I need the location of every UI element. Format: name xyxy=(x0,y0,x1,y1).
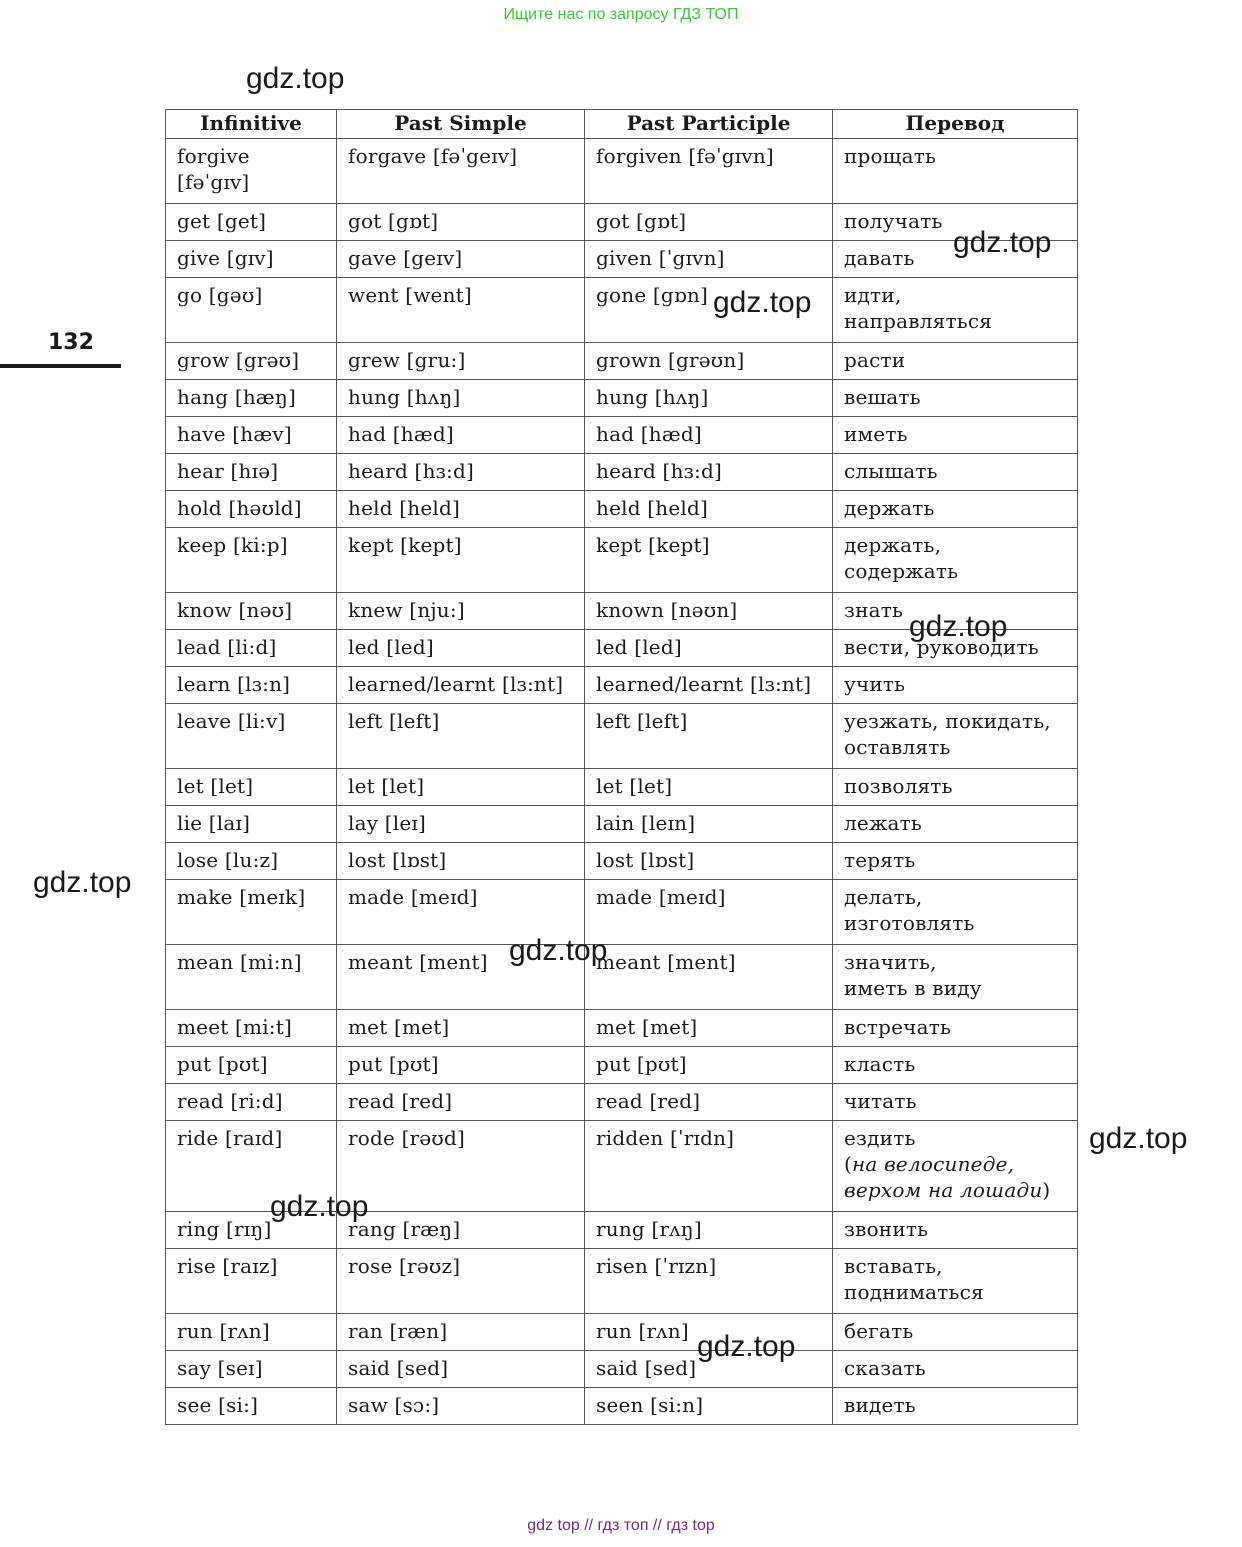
cell-past-simple: meant [ment] xyxy=(337,945,585,1010)
cell-translation: идти, направляться xyxy=(833,278,1078,343)
cell-infinitive: lead [li:d] xyxy=(166,630,337,667)
cell-past-simple: held [held] xyxy=(337,491,585,528)
cell-past-participle: had [hæd] xyxy=(585,417,833,454)
cell-infinitive: learn [lɜ:n] xyxy=(166,667,337,704)
cell-past-participle: led [led] xyxy=(585,630,833,667)
header-past-participle: Past Participle xyxy=(585,110,833,139)
cell-past-simple: went [went] xyxy=(337,278,585,343)
page-number: 132 xyxy=(48,330,94,355)
table-row xyxy=(166,417,1078,454)
cell-past-simple: met [met] xyxy=(337,1010,585,1047)
table-row xyxy=(166,491,1078,528)
cell-infinitive: have [hæv] xyxy=(166,417,337,454)
cell-past-participle: given [ˈgɪvn] xyxy=(585,241,833,278)
cell-past-simple: knew [nju:] xyxy=(337,593,585,630)
table-row xyxy=(166,880,1078,945)
header-infinitive: Infinitive xyxy=(166,110,337,139)
cell-infinitive: rise [raɪz] xyxy=(166,1249,337,1314)
cell-infinitive: lose [lu:z] xyxy=(166,843,337,880)
table-row xyxy=(166,1249,1078,1314)
cell-translation: уезжать, покидать, оставлять xyxy=(833,704,1078,769)
cell-past-simple: had [hæd] xyxy=(337,417,585,454)
cell-past-simple: kept [kept] xyxy=(337,528,585,593)
table-row xyxy=(166,704,1078,769)
cell-past-participle: let [let] xyxy=(585,769,833,806)
cell-translation: вести, руководить xyxy=(833,630,1078,667)
cell-infinitive: give [gɪv] xyxy=(166,241,337,278)
cell-past-participle: ridden [ˈrɪdn] xyxy=(585,1121,833,1212)
cell-infinitive: lie [laɪ] xyxy=(166,806,337,843)
cell-past-simple: led [led] xyxy=(337,630,585,667)
cell-past-participle: hung [hʌŋ] xyxy=(585,380,833,417)
table-row xyxy=(166,139,1078,204)
cell-translation: слышать xyxy=(833,454,1078,491)
watermark: gdz.top xyxy=(246,62,345,95)
cell-infinitive: let [let] xyxy=(166,769,337,806)
table-row xyxy=(166,343,1078,380)
cell-infinitive: get [get] xyxy=(166,204,337,241)
cell-past-participle: read [red] xyxy=(585,1084,833,1121)
cell-past-simple: got [gɒt] xyxy=(337,204,585,241)
cell-past-simple: rode [rəʊd] xyxy=(337,1121,585,1212)
cell-past-participle: forgiven [fəˈgɪvn] xyxy=(585,139,833,204)
table-row xyxy=(166,1388,1078,1425)
cell-infinitive: meet [mi:t] xyxy=(166,1010,337,1047)
cell-translation: прощать xyxy=(833,139,1078,204)
cell-past-participle: held [held] xyxy=(585,491,833,528)
cell-past-simple: heard [hɜ:d] xyxy=(337,454,585,491)
irregular-verbs-table-container xyxy=(165,109,1077,1425)
cell-past-simple: lay [leɪ] xyxy=(337,806,585,843)
cell-past-simple: grew [gru:] xyxy=(337,343,585,380)
watermark: gdz.top xyxy=(909,610,1008,643)
table-row xyxy=(166,769,1078,806)
cell-infinitive: leave [li:v] xyxy=(166,704,337,769)
cell-past-simple: ran [ræn] xyxy=(337,1314,585,1351)
cell-translation: вешать xyxy=(833,380,1078,417)
cell-past-participle: put [pʊt] xyxy=(585,1047,833,1084)
table-row xyxy=(166,241,1078,278)
table-row xyxy=(166,454,1078,491)
cell-past-participle: meant [ment] xyxy=(585,945,833,1010)
cell-infinitive: say [seɪ] xyxy=(166,1351,337,1388)
watermark: gdz.top xyxy=(270,1190,369,1223)
cell-translation: сказать xyxy=(833,1351,1078,1388)
table-row xyxy=(166,1010,1078,1047)
cell-translation: терять xyxy=(833,843,1078,880)
cell-past-participle: grown [grəʊn] xyxy=(585,343,833,380)
table-row xyxy=(166,380,1078,417)
cell-translation: получать xyxy=(833,204,1078,241)
cell-past-participle: lain [leɪn] xyxy=(585,806,833,843)
cell-translation: учить xyxy=(833,667,1078,704)
cell-past-simple: made [meɪd] xyxy=(337,880,585,945)
cell-past-simple: put [pʊt] xyxy=(337,1047,585,1084)
cell-past-simple: let [let] xyxy=(337,769,585,806)
cell-translation: знать xyxy=(833,593,1078,630)
table-row xyxy=(166,1047,1078,1084)
table-row xyxy=(166,1084,1078,1121)
cell-translation: держать, содержать xyxy=(833,528,1078,593)
cell-past-simple: saw [sɔ:] xyxy=(337,1388,585,1425)
cell-past-simple: said [sed] xyxy=(337,1351,585,1388)
cell-infinitive: grow [grəʊ] xyxy=(166,343,337,380)
cell-past-simple: hung [hʌŋ] xyxy=(337,380,585,417)
irregular-verbs-table xyxy=(165,109,1078,1425)
cell-past-participle: seen [si:n] xyxy=(585,1388,833,1425)
cell-translation: читать xyxy=(833,1084,1078,1121)
table-row xyxy=(166,945,1078,1010)
cell-translation: лежать xyxy=(833,806,1078,843)
watermark: gdz.top xyxy=(509,934,608,967)
cell-past-participle: left [left] xyxy=(585,704,833,769)
cell-infinitive: ride [raɪd] xyxy=(166,1121,337,1212)
cell-infinitive: keep [ki:p] xyxy=(166,528,337,593)
table-row xyxy=(166,204,1078,241)
watermark: gdz.top xyxy=(953,226,1052,259)
cell-past-participle: got [gɒt] xyxy=(585,204,833,241)
cell-past-participle: said [sed] xyxy=(585,1351,833,1388)
table-header-row xyxy=(166,110,1078,139)
cell-translation: иметь xyxy=(833,417,1078,454)
cell-translation: вставать, подниматься xyxy=(833,1249,1078,1314)
cell-infinitive: read [ri:d] xyxy=(166,1084,337,1121)
cell-infinitive: mean [mi:n] xyxy=(166,945,337,1010)
cell-past-simple: read [red] xyxy=(337,1084,585,1121)
cell-infinitive: hang [hæŋ] xyxy=(166,380,337,417)
cell-infinitive: go [gəʊ] xyxy=(166,278,337,343)
cell-past-participle: heard [hɜ:d] xyxy=(585,454,833,491)
cell-infinitive: make [meɪk] xyxy=(166,880,337,945)
table-row xyxy=(166,806,1078,843)
cell-past-participle: lost [lɒst] xyxy=(585,843,833,880)
cell-past-simple: gave [geɪv] xyxy=(337,241,585,278)
cell-past-participle: risen [ˈrɪzn] xyxy=(585,1249,833,1314)
cell-past-simple: learned/learnt [lɜ:nt] xyxy=(337,667,585,704)
cell-infinitive: ring [rɪŋ] xyxy=(166,1212,337,1249)
cell-translation: держать xyxy=(833,491,1078,528)
watermark: gdz.top xyxy=(1089,1122,1188,1155)
header-translation: Перевод xyxy=(833,110,1078,139)
table-row xyxy=(166,1351,1078,1388)
cell-past-simple: rose [rəʊz] xyxy=(337,1249,585,1314)
cell-past-participle: learned/learnt [lɜ:nt] xyxy=(585,667,833,704)
cell-infinitive: hear [hɪə] xyxy=(166,454,337,491)
watermark: gdz.top xyxy=(713,286,812,319)
cell-translation: класть xyxy=(833,1047,1078,1084)
cell-translation: бегать xyxy=(833,1314,1078,1351)
cell-past-participle: run [rʌn] xyxy=(585,1314,833,1351)
cell-infinitive: know [nəʊ] xyxy=(166,593,337,630)
cell-infinitive: put [pʊt] xyxy=(166,1047,337,1084)
cell-infinitive: forgive [fəˈgɪv] xyxy=(166,139,337,204)
cell-infinitive: run [rʌn] xyxy=(166,1314,337,1351)
cell-past-participle: rung [rʌŋ] xyxy=(585,1212,833,1249)
cell-translation: давать xyxy=(833,241,1078,278)
cell-past-simple: left [left] xyxy=(337,704,585,769)
cell-translation: встречать xyxy=(833,1010,1078,1047)
header-past-simple: Past Simple xyxy=(337,110,585,139)
footer-links[interactable]: gdz top // гдз топ // гдз top xyxy=(527,1517,715,1534)
cell-translation: расти xyxy=(833,343,1078,380)
watermark: gdz.top xyxy=(33,866,132,899)
cell-past-participle: gone [gɒn] xyxy=(585,278,833,343)
cell-translation: значить, иметь в виду xyxy=(833,945,1078,1010)
watermark: gdz.top xyxy=(697,1330,796,1363)
cell-translation: делать, изготовлять xyxy=(833,880,1078,945)
table-row xyxy=(166,528,1078,593)
table-row xyxy=(166,278,1078,343)
cell-translation: ездить (на велосипеде, верхом на лошади) xyxy=(833,1121,1078,1212)
cell-past-participle: kept [kept] xyxy=(585,528,833,593)
cell-past-simple: lost [lɒst] xyxy=(337,843,585,880)
page-number-rule xyxy=(0,364,121,368)
cell-infinitive: see [si:] xyxy=(166,1388,337,1425)
cell-past-participle: made [meɪd] xyxy=(585,880,833,945)
search-banner[interactable]: Ищите нас по запросу ГДЗ ТОП xyxy=(503,6,739,23)
table-row xyxy=(166,667,1078,704)
cell-translation: звонить xyxy=(833,1212,1078,1249)
cell-translation: видеть xyxy=(833,1388,1078,1425)
cell-past-simple: rang [ræŋ] xyxy=(337,1212,585,1249)
cell-past-participle: known [nəʊn] xyxy=(585,593,833,630)
cell-past-simple: forgave [fəˈgeɪv] xyxy=(337,139,585,204)
cell-past-participle: met [met] xyxy=(585,1010,833,1047)
table-row xyxy=(166,843,1078,880)
table-row xyxy=(166,1314,1078,1351)
cell-translation: позволять xyxy=(833,769,1078,806)
cell-infinitive: hold [həʊld] xyxy=(166,491,337,528)
